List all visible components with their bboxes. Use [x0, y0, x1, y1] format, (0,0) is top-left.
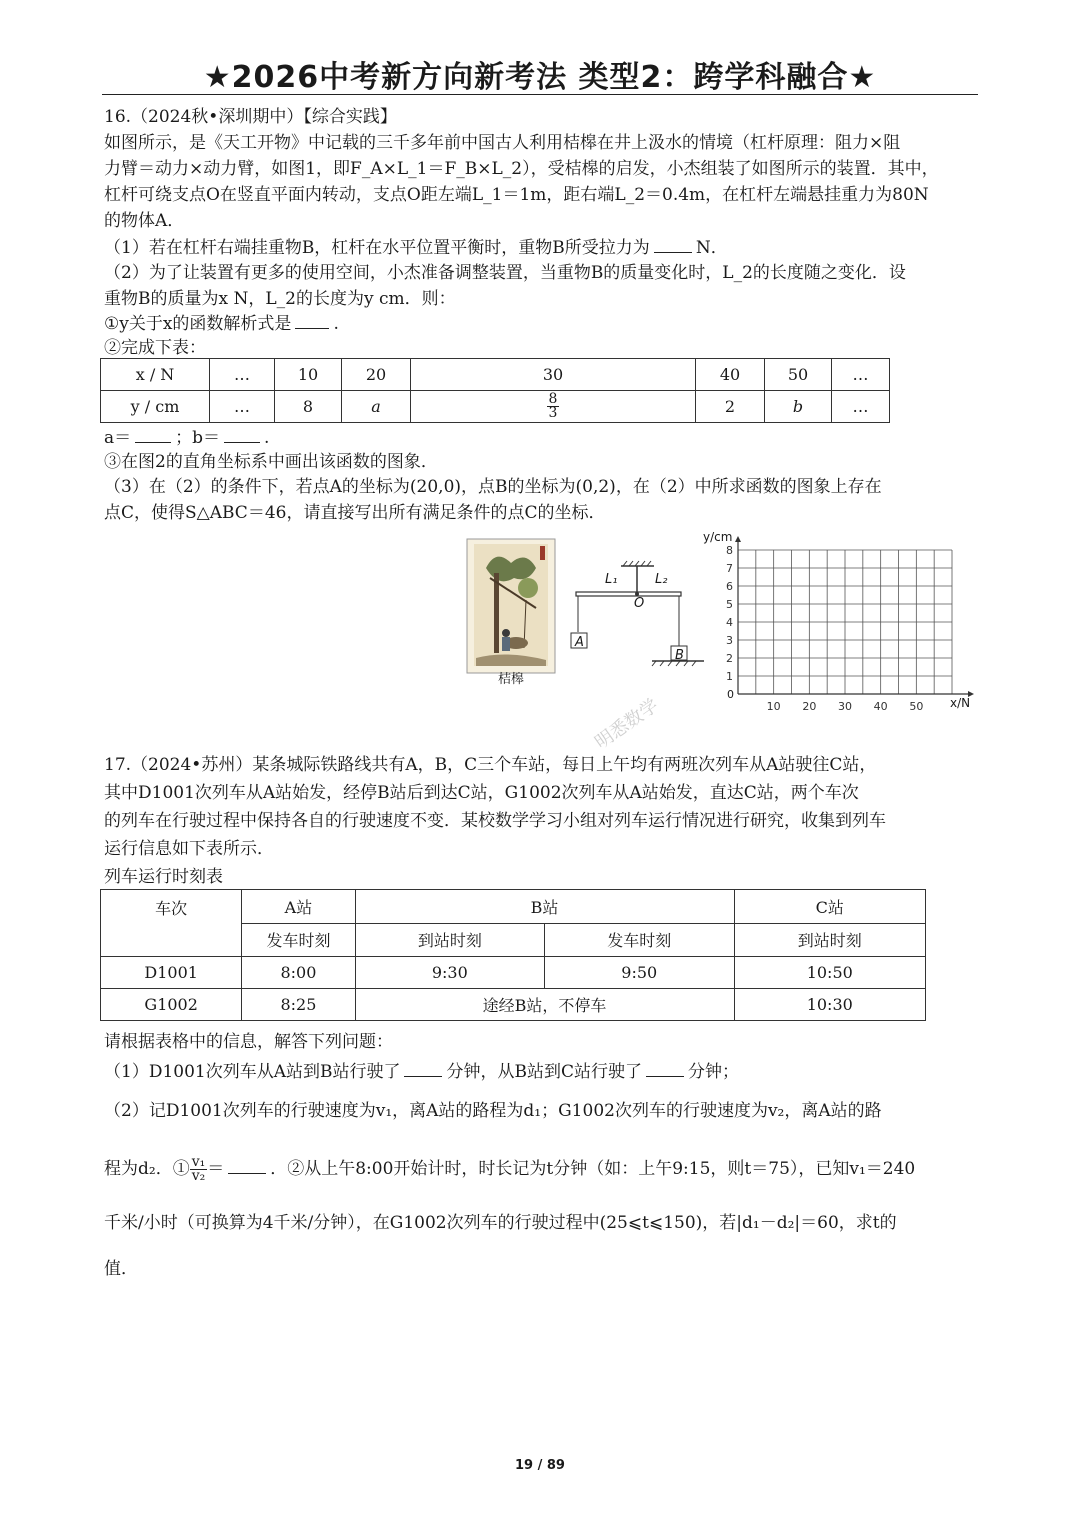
- subheader-c-arrive: 到站时刻: [734, 923, 926, 957]
- q16-part1-prompt: （1）若在杠杆右端挂重物B，杠杆在水平位置平衡时，重物B所受拉力为: [104, 238, 650, 258]
- table-cell: …: [210, 391, 275, 423]
- q17-text-line4: 运行信息如下表所示．: [104, 839, 274, 859]
- x-tick-label: 20: [802, 700, 817, 713]
- jiegao-illustration: [466, 538, 556, 688]
- watermark: 明悉数学: [591, 694, 663, 754]
- header-train: 车次: [101, 890, 242, 957]
- table-cell: D1001: [101, 957, 242, 989]
- answer-blank-ratio[interactable]: [228, 1155, 266, 1174]
- grid-lines: [738, 550, 952, 694]
- q17-part2-line2: [104, 1146, 978, 1192]
- y-tick-label: 4: [726, 616, 733, 629]
- table-cell: 8: [275, 391, 342, 423]
- q17-part2-line4: 值．: [104, 1259, 138, 1279]
- table-cell: 10:30: [734, 989, 926, 1021]
- y-tick-label: 6: [726, 580, 733, 593]
- a-label: a＝: [104, 428, 132, 448]
- q16-part2-item1-prompt: ①y关于x的函数解析式是: [104, 314, 292, 334]
- table-cell: 8:00: [242, 957, 355, 989]
- fraction: $\frac{8}{3}$: [548, 391, 558, 421]
- q16-part2-line2: 重物B的质量为x N，L_2的长度为y cm．则：: [104, 289, 456, 309]
- coordinate-grid: [700, 528, 980, 713]
- q16-text-line1: 如图所示，是《天工开物》中记载的三千多年前中国古人利用桔槔在井上汲水的情境（杠杆原理：阻力×阻: [104, 133, 901, 153]
- table-cell: b: [765, 391, 832, 423]
- table-cell: 途经B站，不停车: [355, 989, 734, 1021]
- q16-text-line3: 杠杆可绕支点O在竖直平面内转动，支点O距左端L_1＝1m，距右端L_2＝0.4m，在杠杆左端悬挂重力为80N: [104, 185, 929, 205]
- table-row: [101, 989, 926, 1021]
- q17-part2-prefix: 程为d₂．①: [104, 1159, 190, 1179]
- q16-part3-line1: （3）在（2）的条件下，若点A的坐标为(20,0)，点B的坐标为(0,2)，在（2）中所求函数的图象上存在: [104, 477, 882, 497]
- table-row: [101, 957, 926, 989]
- answer-blank[interactable]: [654, 234, 692, 253]
- header-station-c: C站: [734, 890, 926, 924]
- table-cell: …: [210, 359, 275, 391]
- header-divider: [102, 94, 978, 95]
- table-cell: …: [832, 359, 890, 391]
- period: .: [264, 428, 270, 448]
- table-cell: 10:50: [734, 957, 926, 989]
- table-cell: …: [832, 391, 890, 423]
- y-tick-label: 3: [726, 634, 733, 647]
- q16-ab-answers: [104, 424, 978, 451]
- q17-text-line3: 的列车在行驶过程中保持各自的行驶速度不变．某校数学学习小组对列车运行情况进行研究，收集到列车: [104, 811, 886, 831]
- subheader-a-depart: 发车时刻: [242, 923, 355, 957]
- y-tick-label: 8: [726, 544, 733, 557]
- table-cell: y / cm: [101, 391, 210, 423]
- q17-part1-prompt-a: （1）D1001次列车从A站到B站行驶了: [104, 1062, 401, 1082]
- y-tick-label: 5: [726, 598, 733, 611]
- q17-part2-line1: （2）记D1001次列车的行驶速度为v₁，离A站的路程为d₁；G1002次列车的行驶速度为v₂，离A站的路: [104, 1101, 882, 1121]
- q16-part2-item2: ②完成下表：: [104, 338, 206, 358]
- q16-part3-line2: 点C，使得S△ABC＝46，请直接写出所有满足条件的点C的坐标．: [104, 503, 606, 523]
- page-title: ★2026中考新方向新考法 类型2：跨学科融合★: [203, 60, 877, 95]
- x-axis-label: x/N: [950, 696, 971, 710]
- label-L2: L₂: [655, 572, 668, 587]
- x-tick-label: 40: [873, 700, 888, 713]
- q17-text-line1: 17.（2024•苏州）某条城际铁路线共有A，B，C三个车站，每日上午均有两班次列车从A站驶往C站，: [104, 755, 877, 775]
- q17-part1-prompt-b: 分钟，从B站到C站行驶了: [446, 1062, 642, 1082]
- y-tick-label: 7: [726, 562, 733, 575]
- table-cell: G1002: [101, 989, 242, 1021]
- table-cell: 9:50: [545, 957, 734, 989]
- table-cell: 40: [696, 359, 765, 391]
- header-station-b: B站: [355, 890, 734, 924]
- q17-part2-line3: 千米/小时（可换算为4千米/分钟），在G1002次列车的行驶过程中(25⩽t⩽150)，若|d₁－d₂|＝60，求t的: [104, 1213, 897, 1233]
- q16-part1: [104, 234, 978, 261]
- q17-text-line2: 其中D1001次列车从A站始发，经停B站后到达C站，G1002次列车从A站始发，直达C站，两个车次: [104, 783, 859, 803]
- lever-diagram: [566, 560, 706, 670]
- x-tick-label: 10: [766, 700, 781, 713]
- q17-part1-prompt-c: 分钟；: [687, 1062, 739, 1082]
- x-tick-label: 50: [909, 700, 924, 713]
- q16-table: [100, 358, 890, 423]
- table-cell: [411, 391, 696, 423]
- q17-timetable: [100, 889, 926, 1021]
- table-cell: 30: [411, 359, 696, 391]
- q16-part2-item1: [104, 310, 978, 337]
- page-number: 19 / 89: [515, 1458, 565, 1473]
- table-header-row: [101, 890, 926, 924]
- table-cell: a: [342, 391, 411, 423]
- label-L1: L₁: [605, 572, 618, 587]
- period: .: [333, 314, 339, 334]
- table-row: [101, 391, 890, 423]
- equals-sign: ＝: [207, 1159, 225, 1179]
- table-cell: 2: [696, 391, 765, 423]
- label-weight-B: B: [675, 648, 684, 663]
- q16-part2-line1: （2）为了让装置有更多的使用空间，小杰准备调整装置，当重物B的质量变化时，L_2的长度随之变化．设: [104, 263, 906, 283]
- y-axis-label: y/cm: [703, 530, 733, 544]
- answer-blank[interactable]: [295, 310, 329, 329]
- subheader-b-depart: 发车时刻: [545, 923, 734, 957]
- q17-table-title: 列车运行时刻表: [104, 867, 223, 887]
- x-tick-label: 30: [838, 700, 852, 713]
- table-cell: x / N: [101, 359, 210, 391]
- table-cell: 50: [765, 359, 832, 391]
- subheader-b-arrive: 到站时刻: [355, 923, 544, 957]
- q16-text-line4: 的物体A．: [104, 211, 185, 231]
- q16-part1-unit: N．: [695, 238, 728, 258]
- q17-instructions: 请根据表格中的信息，解答下列问题：: [104, 1032, 393, 1052]
- q16-part2-item3: ③在图2的直角坐标系中画出该函数的图象．: [104, 452, 438, 472]
- q17-part1: [104, 1058, 978, 1085]
- answer-blank-ab-minutes[interactable]: [404, 1058, 442, 1077]
- table-cell: 9:30: [355, 957, 544, 989]
- table-cell: 10: [275, 359, 342, 391]
- answer-blank-bc-minutes[interactable]: [646, 1058, 684, 1077]
- origin-label: 0: [727, 688, 734, 701]
- table-cell: 20: [342, 359, 411, 391]
- figure1-caption: 桔槔: [498, 672, 525, 687]
- v1-over-v2-fraction: $\frac{\text{v₁}}{\text{v₂}}$: [191, 1154, 206, 1184]
- label-weight-A: A: [575, 635, 584, 650]
- answer-blank-b[interactable]: [224, 424, 260, 443]
- y-axis-arrow: [735, 536, 741, 542]
- table-cell: 8:25: [242, 989, 355, 1021]
- header-station-a: A站: [242, 890, 355, 924]
- y-tick-label: 1: [726, 670, 733, 683]
- b-label: ；b＝: [175, 428, 221, 448]
- q16-heading: 16.（2024秋•深圳期中）【综合实践】: [104, 107, 397, 127]
- q16-text-line2: 力臂＝动力×动力臂，如图1，即F_A×L_1＝F_B×L_2），受桔槔的启发，小杰组装了如图所示的装置．其中，: [104, 159, 939, 179]
- label-pivot-O: O: [634, 596, 645, 611]
- table-row: [101, 359, 890, 391]
- answer-blank-a[interactable]: [135, 424, 171, 443]
- y-tick-label: 2: [726, 652, 733, 665]
- q17-part2-suffix: ．②从上午8:00开始计时，时长记为t分钟（如：上午9:15，则t＝75），已知v₁＝240: [270, 1159, 916, 1179]
